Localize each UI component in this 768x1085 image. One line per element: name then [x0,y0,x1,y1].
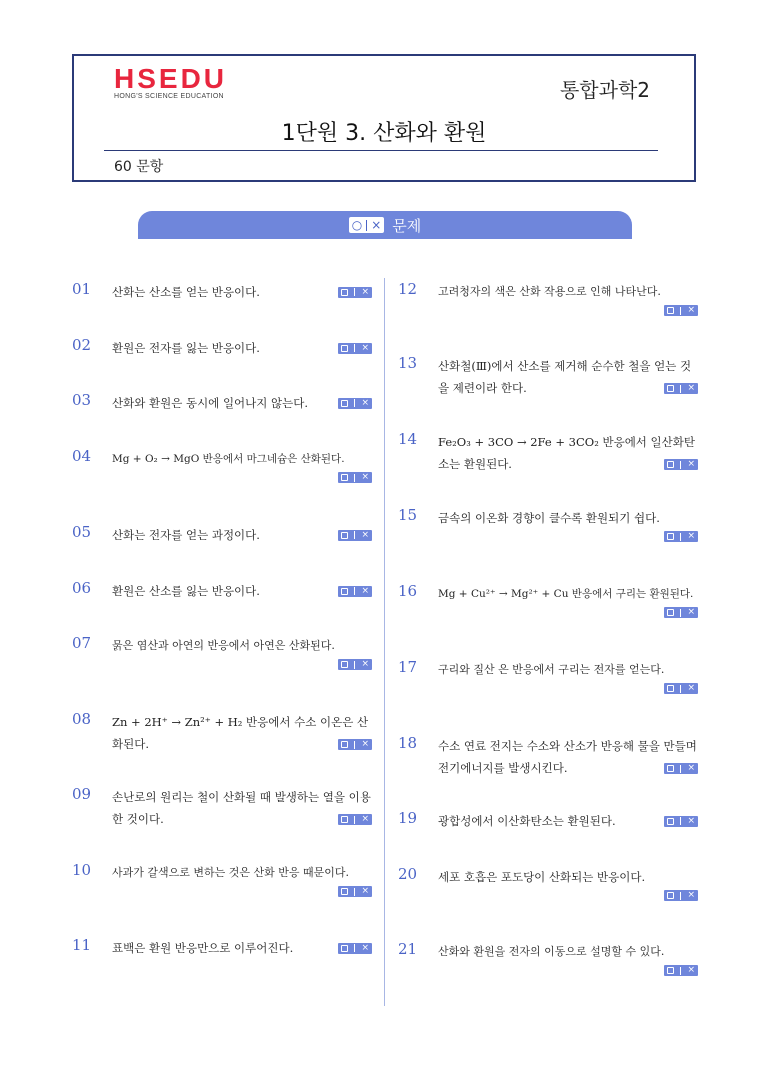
question-item [72,635,372,670]
o-icon [667,461,674,468]
question-number: 16 [398,582,418,600]
question-item [398,735,698,779]
x-icon: × [687,683,695,693]
course-name: 통합과학2 [559,78,650,102]
question-number: 15 [398,506,418,524]
question-text: 금속의 이온화 경향이 클수록 환원되기 쉽다. [438,511,660,525]
logo-text: HSEDU [114,63,228,94]
ox-answer-button[interactable] [338,398,372,409]
ox-answer-button[interactable] [338,530,372,541]
o-icon [341,588,348,595]
question-item [398,866,698,901]
question-item [398,941,698,976]
question-item [72,524,372,546]
ox-answer-button[interactable] [338,343,372,354]
o-icon [341,741,348,748]
o-icon [667,385,674,392]
question-item [72,862,372,897]
question-number: 02 [72,336,92,354]
question-item [72,786,372,830]
question-number: 03 [72,391,92,409]
o-icon [667,685,674,692]
x-icon: × [361,814,369,824]
x-icon: × [361,342,369,353]
question-item [398,355,698,399]
question-number: 08 [72,710,92,728]
question-text: 손난로의 원리는 철이 산화될 때 발생하는 열을 이용한 것이다. [112,790,371,826]
question-number: 12 [398,280,418,298]
page-title: 1단원 3. 산화와 환원 [281,121,487,146]
x-icon: × [361,659,369,669]
question-number: 09 [72,785,92,803]
ox-answer-button[interactable] [664,531,698,542]
question-number: 14 [398,430,418,448]
ox-answer-button[interactable] [338,586,372,597]
section-label: 문제 [392,216,422,235]
o-icon: ○ [351,218,363,232]
section-header [138,211,632,239]
o-icon [341,400,348,407]
x-icon: × [687,763,695,773]
ox-answer-button[interactable] [664,965,698,976]
question-item [72,392,372,414]
o-icon [667,892,674,899]
ox-answer-button[interactable] [664,890,698,901]
header-box [72,54,696,182]
hsedu-logo [114,64,227,100]
question-text: 산화는 전자를 얻는 과정이다. [112,528,260,542]
x-icon: × [687,965,695,975]
x-icon: × [361,585,369,596]
x-icon: × [687,383,695,393]
question-text: 환원은 산소를 잃는 반응이다. [112,584,260,598]
question-text: Zn + 2H⁺ → Zn²⁺ + H₂ 반응에서 수소 이온은 산화된다. [112,715,369,751]
question-text: 구리와 질산 은 반응에서 구리는 전자를 얻는다. [438,663,665,676]
x-icon: × [361,472,369,482]
question-text: 환원은 전자를 잃는 반응이다. [112,341,260,355]
o-icon [341,345,348,352]
question-item [398,281,698,316]
question-text: Mg + O₂ → MgO 반응에서 마그네슘은 산화된다. [112,453,345,465]
question-item [72,281,372,303]
question-number: 07 [72,634,92,652]
x-icon: × [361,397,369,408]
o-icon [341,816,348,823]
question-text: 산화는 산소를 얻는 반응이다. [112,285,260,299]
question-text: 산화와 환원은 동시에 일어나지 않는다. [112,396,309,410]
question-number: 01 [72,280,92,298]
x-icon: × [361,529,369,540]
ox-answer-button[interactable] [664,305,698,316]
question-item [72,937,372,959]
question-item [398,431,698,475]
question-item [72,337,372,359]
question-text: Mg + Cu²⁺ → Mg²⁺ + Cu 반응에서 구리는 환원된다. [438,588,694,600]
x-icon: × [687,815,695,826]
ox-badge [349,217,385,233]
question-number: 04 [72,447,92,465]
question-number: 18 [398,734,418,752]
x-icon: × [687,459,695,469]
question-count: 60 문항 [114,159,164,175]
ox-answer-button[interactable] [664,683,698,694]
question-text: 묽은 염산과 아연의 반응에서 아연은 산화된다. [112,639,335,652]
o-icon [341,888,348,895]
o-icon [341,289,348,296]
o-icon [341,661,348,668]
question-number: 11 [72,936,92,954]
question-text: 수소 연료 전지는 수소와 산소가 반응해 물을 만들며 전기에너지를 발생시킨다. [438,739,697,775]
question-text: 고려청자의 색은 산화 작용으로 인해 나타난다. [438,285,661,298]
o-icon [667,765,674,772]
question-number: 13 [398,354,418,372]
logo-subtitle: HONG'S SCIENCE EDUCATION [114,93,224,100]
question-text: 산화와 환원을 전자의 이동으로 설명할 수 있다. [438,945,665,958]
question-item [72,711,372,755]
question-text: 세포 호흡은 포도당이 산화되는 반응이다. [438,870,646,884]
question-number: 17 [398,658,418,676]
question-number: 10 [72,861,92,879]
ox-answer-button[interactable] [664,763,698,774]
question-item [398,810,698,832]
ox-answer-button[interactable] [664,459,698,470]
ox-answer-button[interactable] [338,739,372,750]
x-icon: × [687,890,695,900]
ox-answer-button[interactable] [338,943,372,954]
question-number: 21 [398,940,418,958]
x-icon: × [361,739,369,749]
ox-separator [366,220,367,231]
o-icon [667,307,674,314]
question-number: 19 [398,809,418,827]
question-text: 광합성에서 이산화탄소는 환원된다. [438,814,616,828]
question-item [398,507,698,542]
o-icon [667,818,674,825]
x-icon: × [361,286,369,297]
ox-answer-button[interactable] [338,814,372,825]
question-number: 20 [398,865,418,883]
o-icon [667,533,674,540]
x-icon: × [687,531,695,541]
x-icon: × [687,305,695,315]
ox-answer-button[interactable] [338,659,372,670]
question-item [398,659,698,694]
question-item [72,580,372,602]
x-icon: × [361,886,369,896]
x-icon: × [687,607,695,617]
question-item [398,583,698,618]
question-text: 표백은 환원 반응만으로 이루어진다. [112,941,294,955]
o-icon [667,967,674,974]
ox-answer-button[interactable] [664,607,698,618]
o-icon [341,532,348,539]
title-divider [104,150,658,151]
question-item [72,448,372,483]
question-number: 06 [72,579,92,597]
question-number: 05 [72,523,92,541]
o-icon [667,609,674,616]
ox-answer-button[interactable] [664,816,698,827]
question-text: Fe₂O₃ + 3CO → 2Fe + 3CO₂ 반응에서 일산화탄소는 환원된다. [438,435,695,471]
o-icon [341,474,348,481]
ox-answer-button[interactable] [338,472,372,483]
question-text: 사과가 갈색으로 변하는 것은 산화 반응 때문이다. [112,866,349,879]
ox-answer-button[interactable] [664,383,698,394]
o-icon [341,945,348,952]
ox-answer-button[interactable] [338,886,372,897]
x-icon: × [371,218,382,232]
x-icon: × [361,942,369,953]
ox-answer-button[interactable] [338,287,372,298]
column-divider [384,278,385,1006]
question-text: 산화철(Ⅲ)에서 산소를 제거해 순수한 철을 얻는 것을 제련이라 한다. [438,359,692,395]
